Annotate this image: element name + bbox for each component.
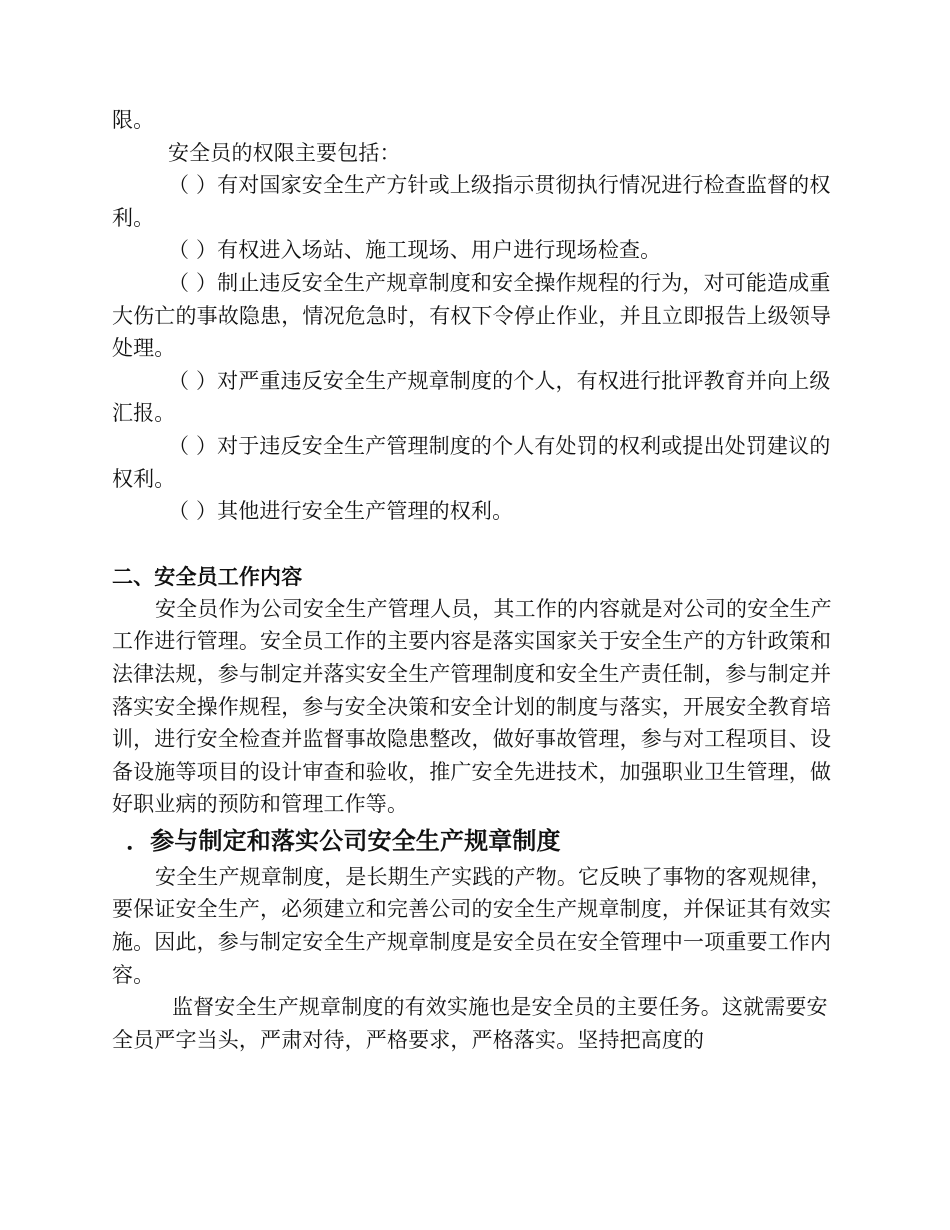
list-item-authority-4: （ ）对严重违反安全生产规章制度的个人，有权进行批评教育并向上级汇报。	[112, 368, 831, 426]
list-item-authority-6: （ ）其他进行安全生产管理的权利。	[168, 499, 514, 524]
list-item-authority-3: （ ）制止违反安全生产规章制度和安全操作规程的行为，对可能造成重大伤亡的事故隐患，情况危急时，有权下令停止作业，并且立即报告上级领导处理。	[112, 270, 832, 361]
section-heading: 二、安全员工作内容	[112, 563, 303, 589]
list-item-authority-1: （ ）有对国家安全生产方针或上级指示贯彻执行情况进行检查监督的权利。	[112, 173, 831, 230]
paragraph-work-content: 安全员作为公司安全生产管理人员，其工作的内容就是对公司的安全生产工作进行管理。安全员工作的主要内容是落实国家关于安全生产的方针政策和法律法规，参与制定并落实安全生产管理制度和安全生产责任制，参与制定并落实安全操作规程，参与安全决策和安全计划的制度与落实，开展安全教育培训，进行安全检查并监督事故隐患整改，做好事故管理，参与对工程项目、设备设施等项目的设计审查和验收，推广安全先进技术，加强职业卫生管理，做好职业病的预防和管理工作等。	[112, 596, 832, 817]
document-page	[112, 104, 836, 1056]
paragraph-continuation: 限。	[112, 108, 155, 132]
paragraph-gap	[112, 528, 836, 560]
list-item-authority-5: （ ）对于违反安全生产管理制度的个人有处罚的权利或提出处罚建议的权利。	[112, 433, 831, 491]
subsection-heading: ．参与制定和落实公司安全生产规章制度	[126, 825, 561, 855]
list-item-authority-2: （ ）有权进入场站、施工现场、用户进行现场检查。	[168, 238, 662, 263]
paragraph-regulations: 安全生产规章制度，是长期生产实践的产物。它反映了事物的客观规律，要保证安全生产，必须建立和完善公司的安全生产规章制度，并保证其有效实施。因此，参与制定安全生产规章制度是安全员在安全管理中一项重要工作内容。	[112, 864, 832, 987]
paragraph-supervision: 监督安全生产规章制度的有效实施也是安全员的主要任务。这就需要安全员严字当头，严肃对待，严格要求，严格落实。坚持把高度的	[112, 995, 828, 1052]
paragraph-authority-intro: 安全员的权限主要包括：	[168, 140, 401, 165]
